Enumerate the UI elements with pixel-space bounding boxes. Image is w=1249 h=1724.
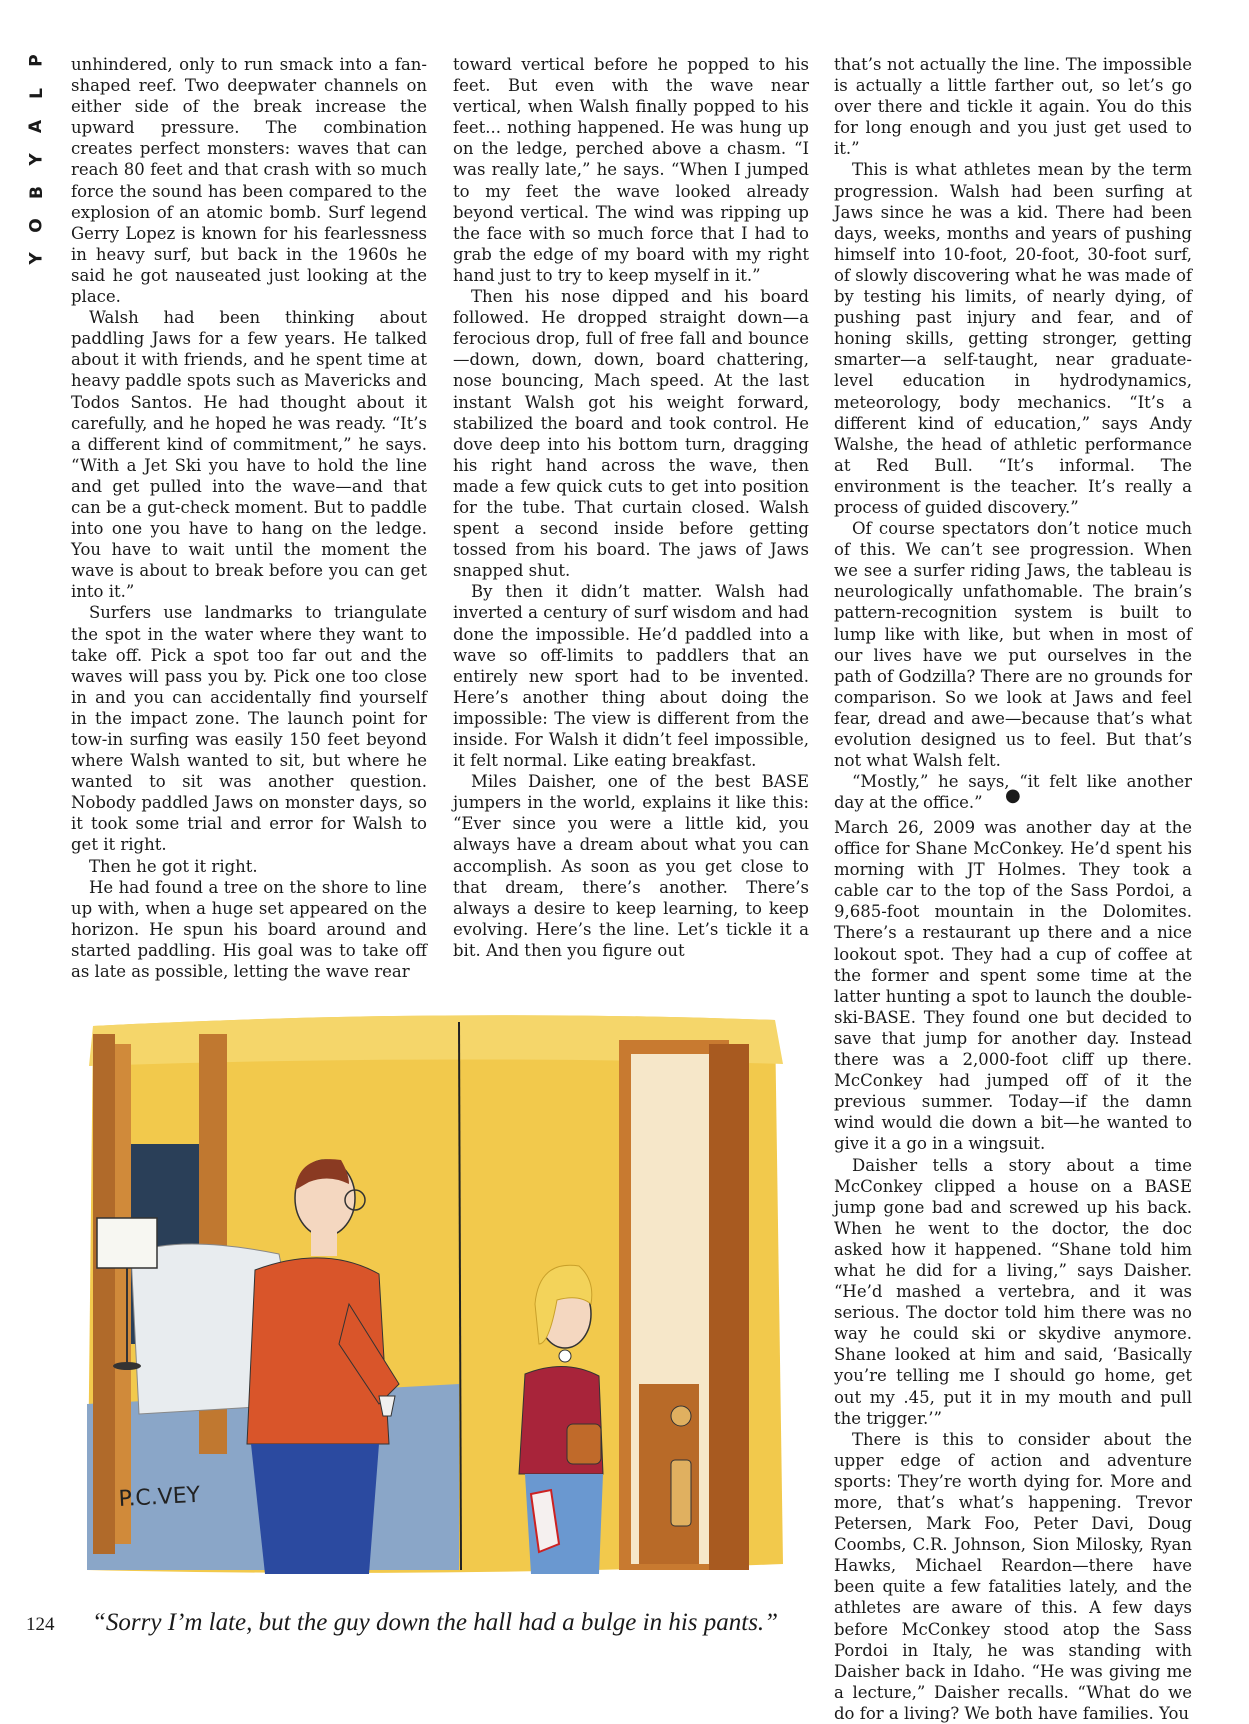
paragraph: Then he got it right. — [89, 856, 258, 876]
cartoon-signature: P.C.VEY — [118, 1482, 201, 1512]
paragraph: Miles Daisher, one of the best BASE jumpers in the world, explains it like this: “Ever since you were a little kid, you always have a dream about what you can accomplish. As soon as you get close to that dream, there’s another. There’s always a desire to keep learning, to keep evolving. Here’s the line. Let’s tickle it a bit. And then you figure out — [453, 772, 809, 960]
article-column-3-top — [834, 54, 1192, 813]
article-column-3-bottom — [834, 817, 1192, 1724]
paragraph: that’s not actually the line. The impossible is actually a little farther out, so let’s go over there and tickle it again. You do this for long enough and you just get used to it.” — [834, 55, 1192, 159]
paragraph: Daisher tells a story about a time McConkey clipped a house on a BASE jump gone bad and screwed up his back. When he went to the doctor, the doc asked how it happened. “Shane told him what he did for a living,” says Daisher. “He’d mashed a vertebra, and it was serious. The doctor told him there was no way he could ski or skydive anymore. Shane looked at him and said, ‘Basically you’re telling me I should go home, get out my .45, put it in my mouth and pull the trigger.’” — [834, 1155, 1192, 1428]
paragraph: There is this to consider about the upper edge of action and adventure sports: They’re worth dying for. More and more, that’s what’s happening. Trevor Petersen, Mark Foo, Peter Davi, Doug Coombs, C.R. Johnson, Sion Milosky, Ryan Hawks, Michael Reardon—there have been quite a few fatalities lately, and the athletes are aware of this. A few days before McConkey stood atop the Sass Pordoi in Italy, he was standing with Daisher back in Idaho. “He was giving me a lecture,” Daisher recalls. “What do we do for a living? We both have families. You — [834, 1429, 1192, 1723]
masthead-letter: P — [26, 54, 47, 67]
paragraph: He had found a tree on the shore to line up with, when a huge set appeared on the horizon. He spun his board around and started paddling. His goal was to take off as late as possible, letting the wave rear — [71, 877, 427, 982]
paragraph: toward vertical before he popped to his feet. But even with the wave near vertical, when Walsh finally popped to his feet... nothing happened. He was hung up on the ledge, perched above a chasm. “I was really late,” he says. “When I jumped to my feet the wave looked already beyond vertical. The wind was ripping up the face with so much force that I had to grab the edge of my board with my right hand just to try to keep myself in it.” — [453, 55, 809, 285]
section-divider-dot: ● — [1005, 785, 1021, 806]
cartoon-caption: “Sorry I’m late, but the guy down the hall had a bulge in his pants.” — [92, 1609, 779, 1636]
masthead-letter: O — [26, 218, 47, 233]
masthead-letter: L — [26, 88, 47, 99]
masthead-letter: A — [26, 119, 47, 134]
paragraph: unhindered, only to run smack into a fan-shaped reef. Two deepwater channels on either side of the break increase the upward pressure. The combination creates perfect monsters: waves that can reach 80 feet and that crash with so much force the sound has been compared to the explosion of an atomic bomb. Surf legend Gerry Lopez is known for his fearlessness in heavy surf, but back in the 1960s he said he got nauseated just looking at the place. — [71, 55, 427, 307]
paragraph: Of course spectators don’t notice much of this. We can’t see progression. When we see a surfer riding Jaws, the tableau is neurologically unfathomable. The brain’s pattern-recognition system is built to lump like with like, but when in most of our lives have we put ourselves in the path of Godzilla? There are no grounds for comparison. So we look at Jaws and feel fear, dread and awe—because that’s what evolution designed us to feel. But that’s not what Walsh felt. — [834, 519, 1192, 771]
paragraph: Surfers use landmarks to triangulate the spot in the water where they want to take off. Pick a spot too far out and the waves will pass you by. Pick one too close in and you can accidentally find yourself in the impact zone. The launch point for tow-in surfing was easily 150 feet beyond where Walsh wanted to sit, but where he wanted to sit was another question. Nobody paddled Jaws on monster days, so it took some trial and error for Walsh to get it right. — [71, 603, 427, 855]
cartoon-illustration — [79, 1004, 791, 1582]
page-number: 124 — [26, 1614, 55, 1635]
masthead-letter: Y — [26, 153, 47, 166]
masthead — [22, 52, 52, 267]
article-column-2 — [453, 54, 809, 961]
masthead-letter: Y — [26, 252, 47, 265]
paragraph: This is what athletes mean by the term progression. Walsh had been surfing at Jaws since he was a kid. There had been days, weeks, months and years of pushing himself into 10-foot, 20-foot, 30-foot surf, of slowly discovering what he was made of by testing his limits, of nearly dying, of pushing past injury and fear, and of honing skills, getting stronger, getting smarter—a self-taught, near graduate-level education in hydrodynamics, meteorology, body mechanics. “It’s a different kind of education,” says Andy Walshe, the head of athletic performance at Red Bull. “It’s informal. The environment is the teacher. It’s really a process of guided discovery.” — [834, 160, 1192, 517]
article-column-1 — [71, 54, 427, 982]
paragraph: “Mostly,” he says, “it felt like another day at the office.” — [834, 772, 1192, 813]
paragraph: By then it didn’t matter. Walsh had inverted a century of surf wisdom and had done the impossible. He’d paddled into a wave so off-limits to paddlers that an entirely new sport had to be invented. Here’s another thing about doing the impossible: The view is different from the inside. For Walsh it didn’t feel impossible, it felt normal. Like eating breakfast. — [453, 582, 809, 771]
paragraph: March 26, 2009 was another day at the office for Shane McConkey. He’d spent his morning with JT Holmes. They took a cable car to the top of the Sass Pordoi, a 9,685-foot mountain in the Dolomites. There’s a restaurant up there and a nice lookout spot. They had a cup of coffee at the former and spent some time at the latter hunting a spot to launch the double-ski-BASE. They found one but decided to save that jump for another day. Instead there was a 2,000-foot cliff up there. McConkey had jumped off of it the previous summer. Today—if the damn wind would die down a bit—he wanted to give it a go in a wingsuit. — [834, 818, 1192, 1154]
masthead-letter: B — [26, 186, 47, 199]
paragraph: Walsh had been thinking about paddling Jaws for a few years. He talked about it with friends, and he spent time at heavy paddle spots such as Mavericks and Todos Santos. He had thought about it carefully, and he hoped he was ready. “It’s a different kind of commitment,” he says. “With a Jet Ski you have to hold the line and get pulled into the wave—and that can be a gut-check moment. But to paddle into one you have to hang on the ledge. You have to wait until the moment the wave is about to break before you can get into it.” — [71, 308, 427, 602]
paragraph: Then his nose dipped and his board followed. He dropped straight down—a ferocious drop, full of free fall and bounce—down, down, down, board chattering, nose bouncing, Mach speed. At the last instant Walsh got his weight forward, stabilized the board and took control. He dove deep into his bottom turn, dragging his right hand across the wave, then made a few quick cuts to get into position for the tube. That curtain closed. Walsh spent a second inside before getting tossed from his board. The jaws of Jaws snapped shut. — [453, 287, 809, 581]
